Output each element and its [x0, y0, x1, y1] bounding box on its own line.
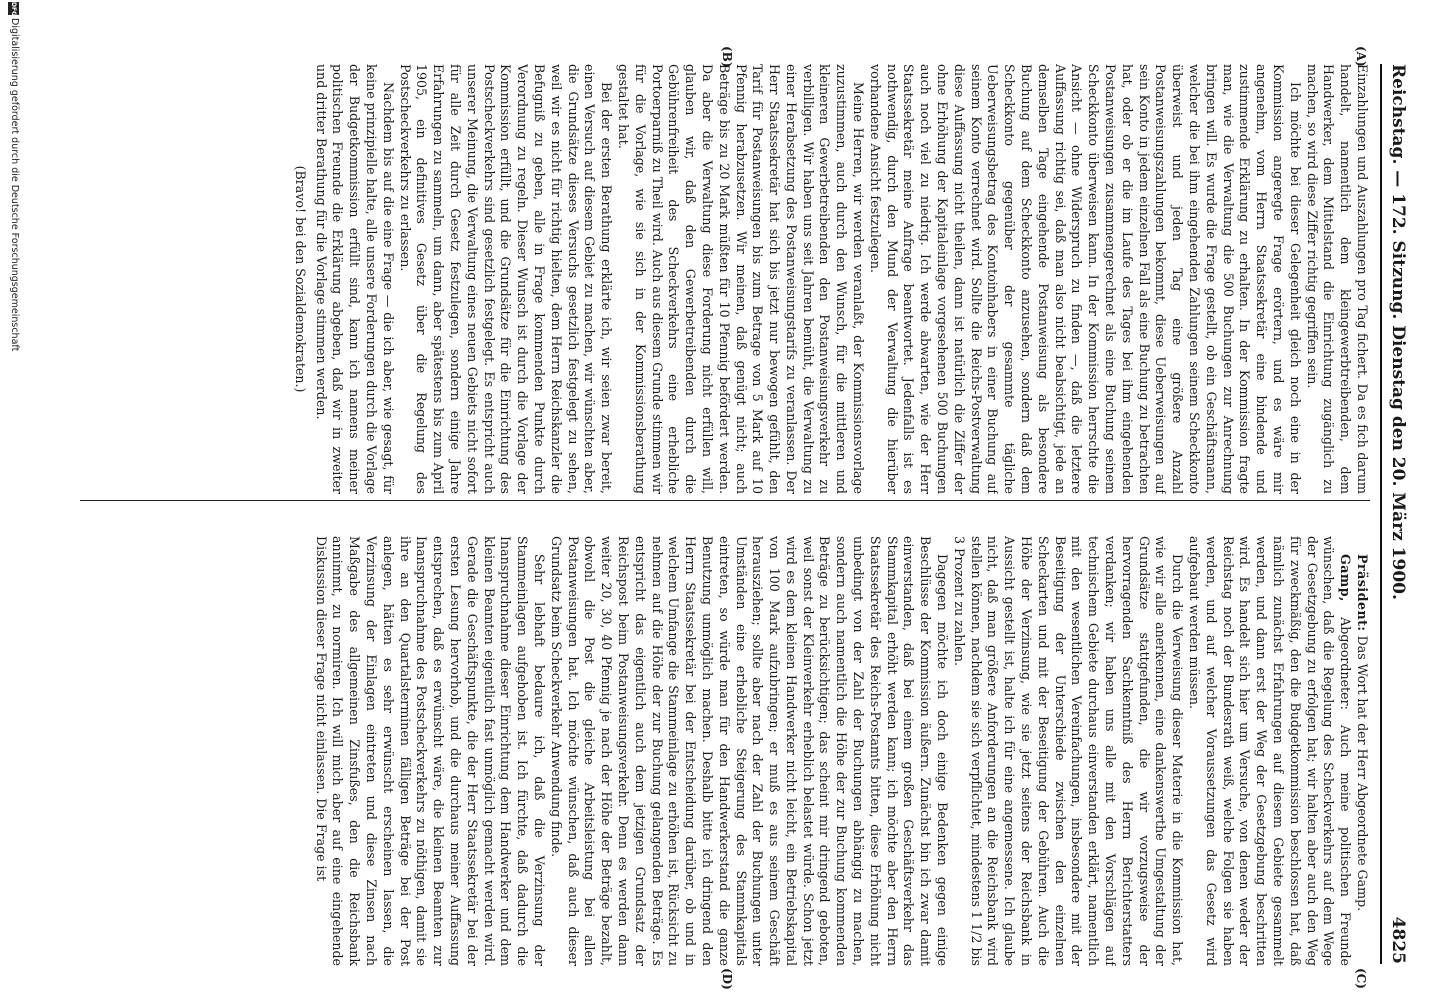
speaker-text: Abgeordneter: Auch meine politischen Freunde wünschen, daß die Regelung des Scheckverkehrs auf dem Wege der Gesetzgebung zu erfolgen hat; wir halten aber auch den Weg für zweckmäßig, den die Budgetkommission beschlossen hat, daß nämlich zunächst Erfahrungen auf diesem Gebiete gesammelt werden, und dann erst der Weg der Gesetzgebung beschritten wird. Es handelt sich hier um Versuche, von denen weder der Reichstag noch der Bundesrath weiß, welche Folgen sie haben werden, und auf welcher Voraussetzungen das Gesetz wird aufgebaut werden müssen. [1187, 536, 1354, 966]
dfg-logo-icon: DFG [10, 2, 17, 17]
paragraph: Durch die Verweisung dieser Materie in die Kommission hat, wie wir alle anerkennen, eine dankenswerthe Umgestaltung der Grundsätze stattgefunden, die wir vorzugsweise der hervorragenden Sachkenntniß des Herrn Berichterstatters verdanken; wir haben uns alle mit den Vorschlägen auf technischem Gebiete durchaus einverstanden erklärt, namentlich mit den wesentlichen Vereinfachungen, insbesondere mit der Beseitigung der Unterschiede zwischen den einzelnen Scheckarten und mit der Beseitigung der Gebühren. Auch die Höhe der Verzinsung, wie sie jetzt seitens der Reichsbank in Aussicht gestellt ist, halte ich für eine angemessene. Ich glaube nicht, daß man größere Anforderungen an die Reichsbank wird stellen können, nachdem sie sich verpflichtet, mindestens 1 1/2 bis 3 Prozent zu zahlen. [951, 536, 1186, 966]
applause-note: (Bravo! bei den Sozialdemokraten.) [292, 165, 308, 393]
paragraph: Meine Herren, wir werden veranlaßt, der Kommissionsvorlage zuzustimmen, auch durch den Wunsch, für die mittleren und kleineren Gewerbetreibenden den Postanweisungsverkehr zu verbilligen. Wir haben uns seit Jahren bemüht, die Verwaltung zu einer Herabsetzung des Postanweisungstarifs zu veranlassen. Der Herr Staatssekretär hat sich bis jetzt nur bewogen gefühlt, den Tarif für Postanweisungen bis zum Betrage von 5 Mark auf 10 Pfennig herabzusetzen. Wir meinen, daß genügt nicht; auch Beträge bis zu 20 Mark müßten für 10 Pfennig befördert werden. Da aber die Verwaltung diese Forderung nicht erfüllen will, glauben wir, daß den Gewerbetreibenden durch die Gebührenfreiheit des Scheckverkehrs eine erhebliche Portoerparniß zu Theil wird. Auch aus diesem Grunde stimmen wir für die Vorlage, wie sie sich in der Kommissionsberathung gestaltet hat. [615, 64, 867, 494]
header-rule [1380, 64, 1382, 964]
margin-marker-d: (D) [720, 968, 734, 990]
header-title: Reichstag. — 172. Sitzung. Dienstag den 20. März 1900. [1388, 64, 1408, 600]
paragraph: Ich möchte bei dieser Gelegenheit gleich noch eine in der Kommission angeregte Frage erörtern, und es wäre mir angenehm, vom Herrn Staatssekretär eine bindende und zustimmende Erklärung zu erhalten. In der Kommission fragte man, wie die Verwaltung die 500 Buchungen zur Anrechnung bringen will. Es wurde die Frage gestellt, ob ein Geschäftsmann, welcher die bei ihm eingehenden Zahlungen seinem Scheckkonto überweist und jeden Tag eine größere Anzahl Postanweisungszahlungen bekommt, diese Ueberweisungen auf sein Konto in jedem einzelnen Fall als eine Buchung zu betrachten hat, oder ob er die im Laufe des Tages bei ihm eingehenden Postanweisungen zusammengerechnet als eine Buchung seinem Scheckkonto überweisen kann. In der Kommission herrschte die Ansicht — ohne Widerspruch zu finden —, daß die letztere Auffassung richtig sei, daß man also nicht beabsichtigt, jede an demselben Tage eingehende Postanweisung als besondere Buchung auf dem Scheckkonto anzusehen, sondern daß dem Scheckkonto gegenüber der gesammte tägliche Ueberweisungsbetrag des Kontoinhabers in einer Buchung auf seinem Konto verrechnet wird. Sollte die Reichs-Postverwaltung diese Auffassung nicht theilen, dann ist natürlich die Ziffer der ohne Erhöhung der Kapitaleinlage vorgesehenen 500 Buchungen auch noch viel zu niedrig. Ich werde abwarten, wie der Herr Staatssekretär meine Anfrage beantwortet. Jedenfalls ist es nothwendig, durch den Mund der Verwaltung die hierüber vorhandene Ansicht festzulegen. [867, 64, 1303, 494]
margin-marker-a: (A) [1354, 46, 1368, 67]
paragraph: Sehr lebhaft bedaure ich, daß die Verzinsung der Stammeinlagen aufgehoben ist. Ich fürchte, daß dadurch die Inanspruchnahme dieser Einrichtung dem Handwerker und dem kleinen Beamten eigentlich fast unmöglich gemacht werden wird. Gerade die Geschäftspunkte, die der Herr Staatssekretär bei der ersten Lesung hervorhob, und die durchaus meiner Auffassung entsprechen, daß es erwünscht wäre, die kleinen Beamten zur Inanspruchnahme des Postscheckverkehrs zu nöthigen, damit sie ihre an den Quartalsterminen fälligen Beträge bei der Post anlegen, hätten es sehr erwünscht erscheinen lassen, die Verzinsung der Einlagen eintreten und diese Zinsen nach Maßgabe des allgemeinen Zinsfußes, den die Reichsbank annimmt, zu normiren. Ich will mich aber auf eine eingehende Diskussion dieser Frage nicht einlassen. Die Frage ist [313, 536, 547, 966]
margin-marker-b: (B) [720, 46, 734, 68]
paragraph: Bei der ersten Berathung erklärte ich, wir seien zwar bereit, einen Versuch auf diesem Gebiet zu machen, wir wünschten aber, die Grundsätze dieses Versuchs gesetzlich festgelegt zu sehen, weil wir es nicht für richtig hielten, dem Herrn Reichskanzler die Befugniß zu geben, alle in Frage kommenden Punkte durch Verordnung zu regeln. Dieser Wunsch ist durch die Vorlage der Kommission erfüllt, und die Grundsätze für die Einrichtung des Postscheckverkehrs sind gesetzlich festgelegt. Es entspricht auch unserer Meinung, die Verwaltung eines neuen Gebiets nicht sofort für alle Zeit durch Gesetz festzulegen, sondern einige Jahre Erfahrungen zu sammeln, um dann, aber spätestens bis zum April 1905, ein definitives Gesetz über die Regelung des Postscheckverkehrs zu erlassen. [397, 64, 615, 494]
paragraph-president [1353, 536, 1370, 966]
speaker-gamp: Gamp, [1338, 554, 1354, 602]
column-divider [80, 500, 1370, 501]
speaker-president: Präsident: [1355, 554, 1370, 632]
page-header [1384, 64, 1412, 964]
right-column [70, 536, 1370, 966]
left-column [70, 64, 1370, 494]
paragraph: Dagegen möchte ich doch einige Bedenken gegen einige Beschlüsse der Kommission äußern. Zunächst bin ich zwar damit einverstanden, daß bei einem großen Geschäftsverkehr das Stammkapital erhöht werden kann; ich möchte aber den Herrn Staatssekretär des Reichs-Postamts bitten, diese Erhöhung nicht unbedingt von der Zahl der Buchungen abhängig zu machen, sondern auch namentlich die Höhe der zur Buchung kommenden Beträge zu berücksichtigen; das scheint mir dringend geboten, weil sonst der Kleinverkehr erheblich belastet würde. Schon jetzt wird es dem kleinen Handwerker nicht leicht, ein Betriebskapital von 100 Mark aufzubringen; er muß es aus seinem Geschäft herausziehen; sollte aber nach der Zahl der Buchungen unter Umständen eine erhebliche Steigerung des Stammkapitals eintreten, so würde man für den Handwerkerstand die ganze Benutzung unmöglich machen. Deshalb bitte ich dringend den Herrn Staatssekretär bei der Entscheidung darüber, ob und in welchem Umfange die Stammeinlage zu erhöhen ist, Rücksicht zu nehmen auf die Höhe der zur Buchung gelangenden Beträge. Es entspricht das eigentlich auch dem jetzigen Grundsatz der Reichspost beim Postanweisungsverkehr. Denn es werden dann weiter 20, 30, 40 Pfennig je nach der Höhe der Beträge bezahlt, obwohl die Post die gleiche Arbeitsleistung bei allen Postanweisungen hat. Ich möchte wünschen, daß auch dieser Grundsatz beim Scheckverkehr Anwendung finde. [548, 536, 951, 966]
margin-marker-c: (C) [1354, 968, 1368, 989]
paragraph-gamp [1185, 536, 1353, 966]
paragraph: Nachdem bis auf die eine Frage — die ich aber, wie gesagt, für keine prinzipielle halte, alle unsere Forderungen durch die Vorlage der Budgetkommission erfüllt sind, kann ich namens meiner politischen Freunde die Erklärung abgeben, daß wir in zweiter und dritter Berathung für die Vorlage stimmen werden. [313, 64, 396, 494]
footer [2, 0, 22, 1000]
speaker-text: Das Wort hat der Herr Abgeordnete Gamp. [1355, 635, 1370, 912]
footer-credit: Digitalisierung gefördert durch die Deutsche Forschungsgemeinschaft [9, 18, 20, 352]
page-number: 4825 [1388, 916, 1408, 964]
paragraph: Einzahlungen und Auszahlungen pro Tag fichert. Da es fich darum handelt, namentlich dem kleingewerbtreibenden, dem Handwerker, dem Mittelstand die Einrichtung zugänglich zu machen, so wird diese Ziffer richtig gegriffen sein. [1304, 64, 1370, 494]
